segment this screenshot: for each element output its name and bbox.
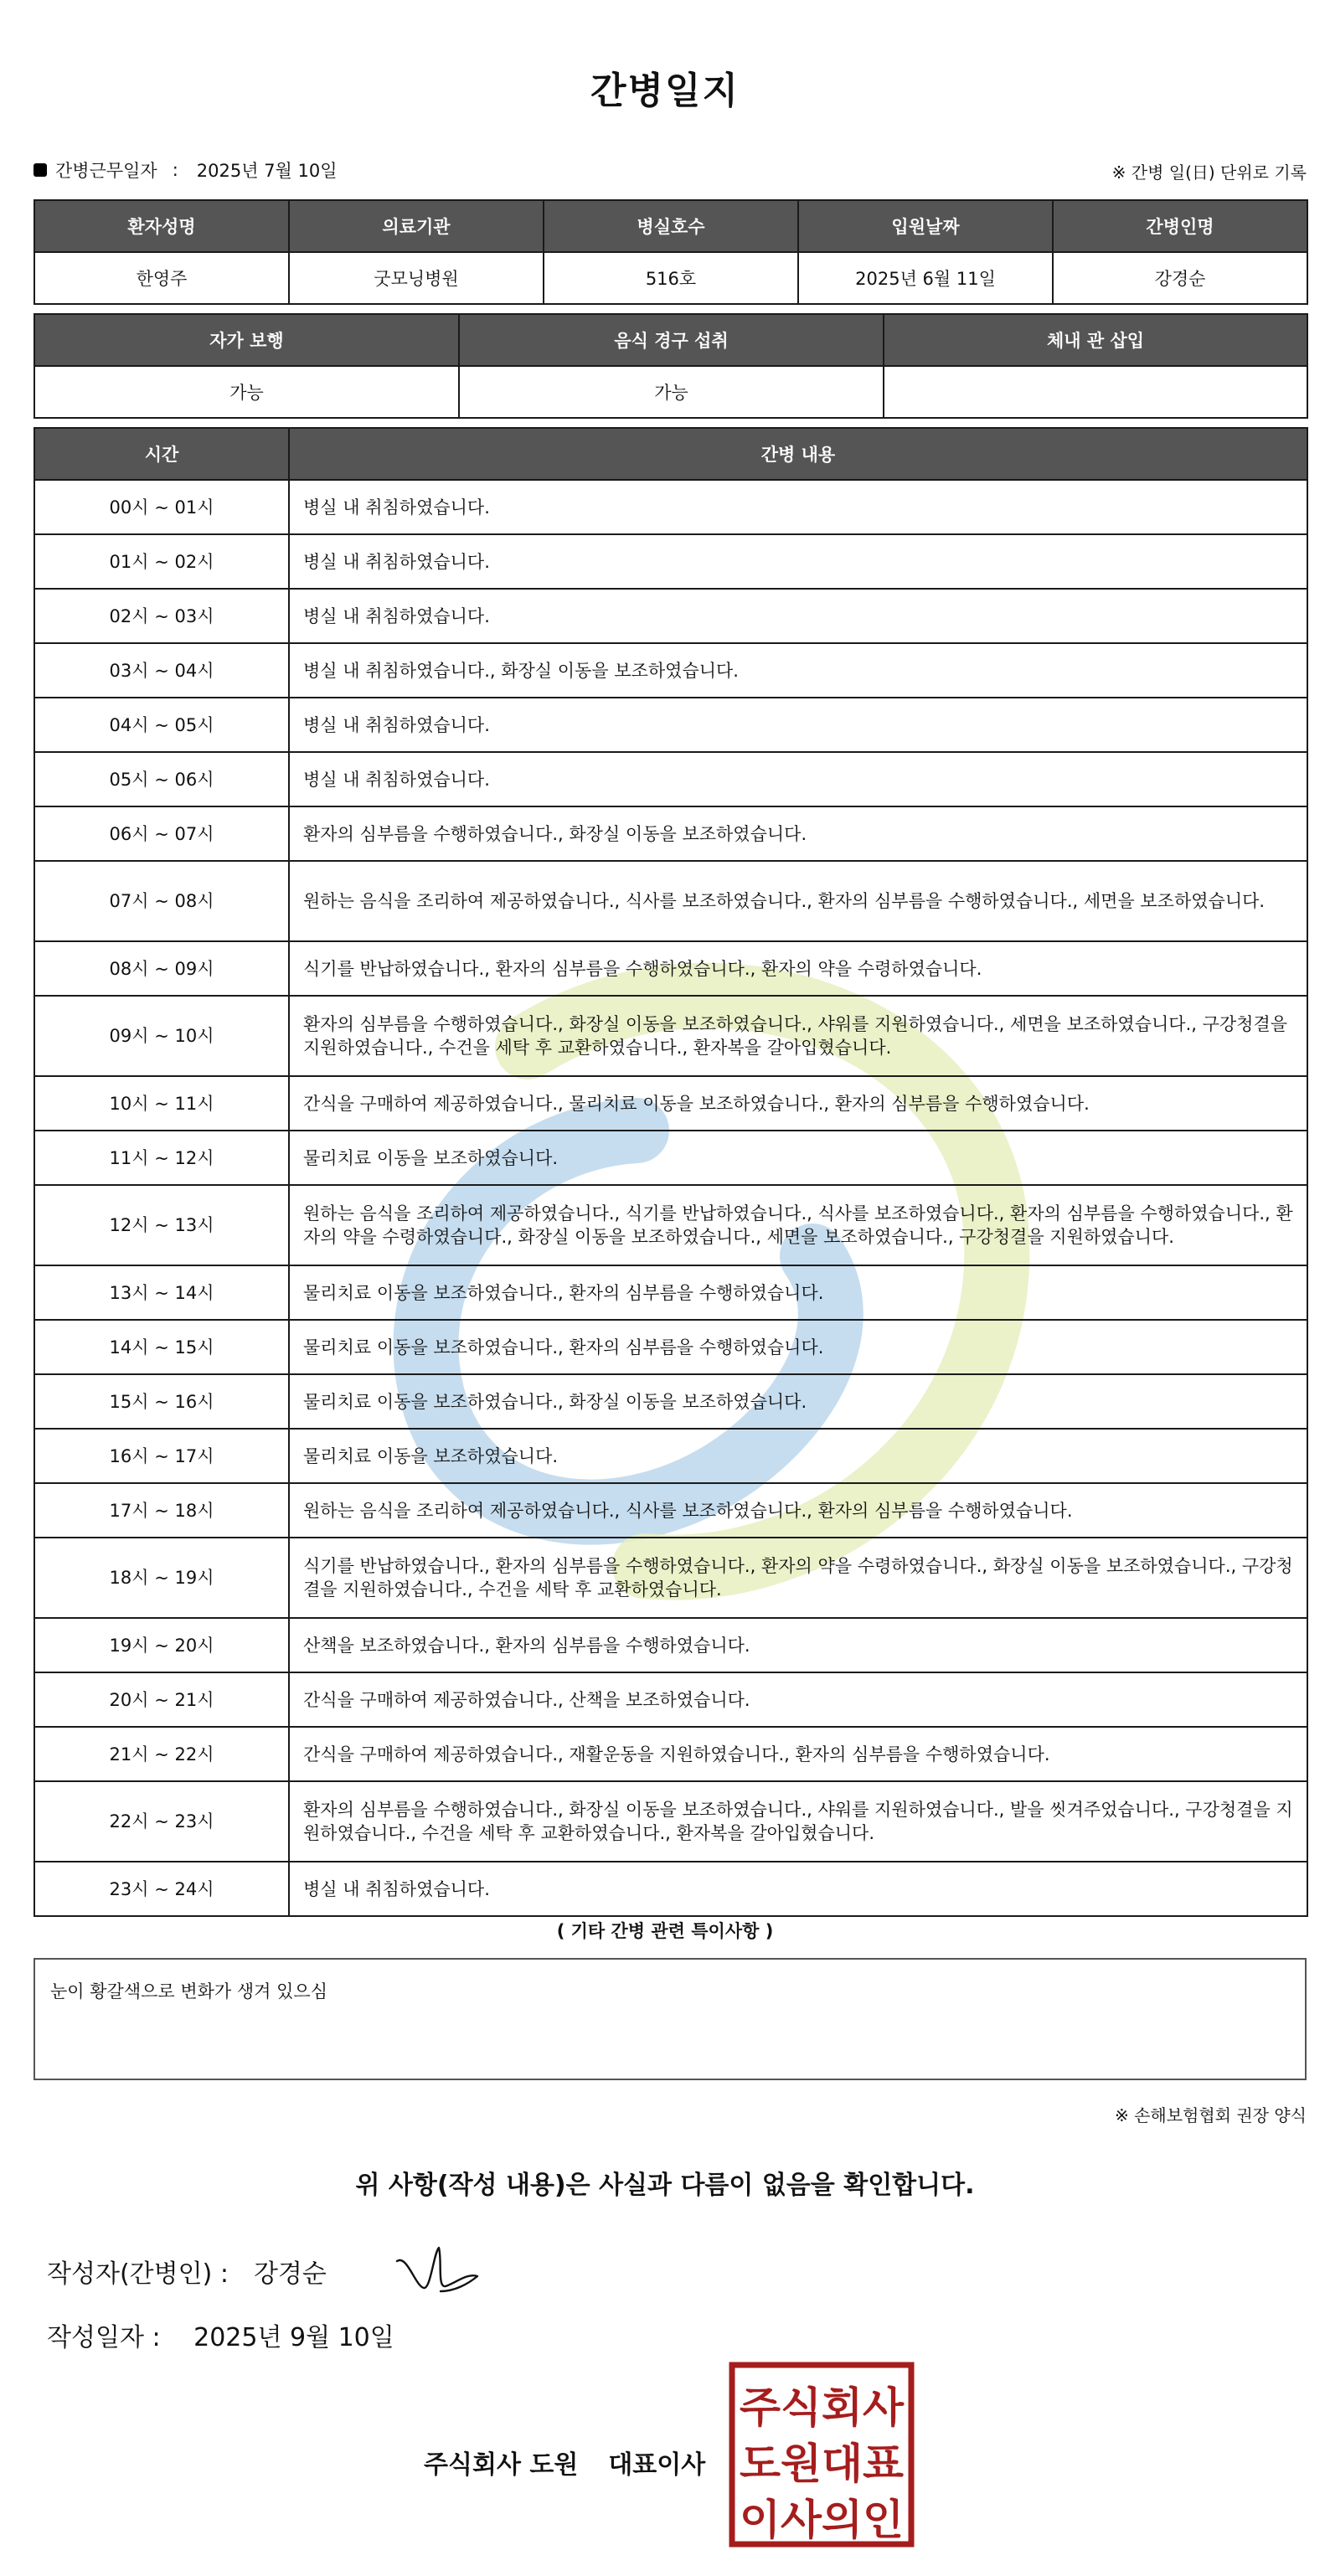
company-seal-stamp bbox=[729, 2362, 915, 2548]
row-content: 식기를 반납하였습니다., 환자의 심부름을 수행하였습니다., 환자의 약을 수령하였습니다., 화장실 이동을 보조하였습니다., 구강청결을 지원하였습니다., 수건을 세탁 후 교환하였습니다. bbox=[289, 1538, 1307, 1618]
work-date-label: 간병근무일자 bbox=[55, 161, 157, 181]
work-date-value: 2025년 7월 10일 bbox=[196, 161, 338, 181]
row-content: 환자의 심부름을 수행하였습니다., 화장실 이동을 보조하였습니다., 샤워를 지원하였습니다., 세면을 보조하였습니다., 구강청결을 지원하였습니다., 수건을 세탁 후 교환하였습니다., 환자복을 갈아입혔습니다. bbox=[289, 996, 1307, 1076]
row-time: 21시 ~ 22시 bbox=[34, 1727, 289, 1781]
caregiver-name: 강경순 bbox=[1053, 252, 1307, 304]
header-tube-insertion: 체내 관 삽입 bbox=[884, 314, 1307, 366]
written-date-value: 2025년 9월 10일 bbox=[193, 2323, 394, 2352]
row-content: 병실 내 취침하였습니다. bbox=[289, 752, 1307, 806]
row-time: 02시 ~ 03시 bbox=[34, 589, 289, 643]
bullet-square-icon bbox=[34, 163, 47, 177]
special-notes-title: ( 기타 간병 관련 특이사항 ) bbox=[556, 1921, 774, 1941]
writer-name: 강경순 bbox=[253, 2259, 327, 2289]
written-date-label: 작성일자 : bbox=[47, 2323, 161, 2352]
header-oral-intake: 음식 경구 섭취 bbox=[459, 314, 884, 366]
written-date-line bbox=[47, 2316, 394, 2353]
row-time: 17시 ~ 18시 bbox=[34, 1483, 289, 1538]
row-time: 20시 ~ 21시 bbox=[34, 1672, 289, 1727]
row-time: 11시 ~ 12시 bbox=[34, 1131, 289, 1185]
row-time: 08시 ~ 09시 bbox=[34, 941, 289, 996]
row-time: 01시 ~ 02시 bbox=[34, 534, 289, 589]
patient-info-table bbox=[34, 199, 1308, 305]
row-content: 물리치료 이동을 보조하였습니다. bbox=[289, 1429, 1307, 1483]
row-content: 병실 내 취침하였습니다. bbox=[289, 698, 1307, 752]
care-log-table bbox=[34, 427, 1308, 1917]
svg-text:도원대표: 도원대표 bbox=[740, 2439, 905, 2488]
row-time: 03시 ~ 04시 bbox=[34, 643, 289, 698]
row-content: 병실 내 취침하였습니다. bbox=[289, 1862, 1307, 1916]
row-content: 원하는 음식을 조리하여 제공하였습니다., 식사를 보조하였습니다., 환자의 심부름을 수행하였습니다. bbox=[289, 1483, 1307, 1538]
company-title: 대표이사 bbox=[608, 2450, 706, 2480]
header-care-content: 간병 내용 bbox=[289, 428, 1307, 480]
row-content: 원하는 음식을 조리하여 제공하였습니다., 식기를 반납하였습니다., 식사를 보조하였습니다., 환자의 심부름을 수행하였습니다., 환자의 약을 수령하였습니다., 화장실 이동을 보조하였습니다., 세면을 보조하였습니다., 구강청결을 지원하였습니다. bbox=[289, 1185, 1307, 1265]
row-time: 10시 ~ 11시 bbox=[34, 1076, 289, 1131]
company-line bbox=[424, 2444, 705, 2481]
header-room-number: 병실호수 bbox=[544, 200, 798, 252]
row-time: 23시 ~ 24시 bbox=[34, 1862, 289, 1916]
row-time: 09시 ~ 10시 bbox=[34, 996, 289, 1076]
row-time: 00시 ~ 01시 bbox=[34, 480, 289, 534]
header-patient-name: 환자성명 bbox=[34, 200, 289, 252]
company-name: 주식회사 도원 bbox=[424, 2450, 579, 2480]
room-number: 516호 bbox=[544, 252, 798, 304]
self-walking-value: 가능 bbox=[34, 366, 459, 418]
row-time: 07시 ~ 08시 bbox=[34, 861, 289, 941]
row-content: 물리치료 이동을 보조하였습니다., 화장실 이동을 보조하였습니다. bbox=[289, 1374, 1307, 1429]
row-content: 병실 내 취침하였습니다. bbox=[289, 589, 1307, 643]
row-content: 간식을 구매하여 제공하였습니다., 물리치료 이동을 보조하였습니다., 환자의 심부름을 수행하였습니다. bbox=[289, 1076, 1307, 1131]
row-time: 06시 ~ 07시 bbox=[34, 806, 289, 861]
row-content: 간식을 구매하여 제공하였습니다., 산책을 보조하였습니다. bbox=[289, 1672, 1307, 1727]
hospital: 굿모닝병원 bbox=[289, 252, 544, 304]
row-content: 산책을 보조하였습니다., 환자의 심부름을 수행하였습니다. bbox=[289, 1618, 1307, 1672]
signature-icon bbox=[390, 2236, 482, 2303]
tube-insertion-value bbox=[884, 366, 1307, 418]
row-content: 환자의 심부름을 수행하였습니다., 화장실 이동을 보조하였습니다., 샤워를 지원하였습니다., 발을 씻겨주었습니다., 구강청결을 지원하였습니다., 수건을 세탁 후 교환하였습니다., 환자복을 갈아입혔습니다. bbox=[289, 1781, 1307, 1862]
row-content: 병실 내 취침하였습니다. bbox=[289, 534, 1307, 589]
header-self-walking: 자가 보행 bbox=[34, 314, 459, 366]
header-time: 시간 bbox=[34, 428, 289, 480]
page-title: 간병일지 bbox=[590, 70, 740, 112]
row-time: 14시 ~ 15시 bbox=[34, 1320, 289, 1374]
row-time: 12시 ~ 13시 bbox=[34, 1185, 289, 1265]
row-time: 13시 ~ 14시 bbox=[34, 1265, 289, 1320]
row-content: 병실 내 취침하였습니다. bbox=[289, 480, 1307, 534]
oral-intake-value: 가능 bbox=[459, 366, 884, 418]
work-date bbox=[34, 157, 338, 183]
patient-status-table bbox=[34, 313, 1308, 419]
svg-text:주식회사: 주식회사 bbox=[740, 2383, 905, 2432]
row-content: 식기를 반납하였습니다., 환자의 심부름을 수행하였습니다., 환자의 약을 수령하였습니다. bbox=[289, 941, 1307, 996]
work-date-separator: : bbox=[172, 160, 178, 180]
row-content: 환자의 심부름을 수행하였습니다., 화장실 이동을 보조하였습니다. bbox=[289, 806, 1307, 861]
svg-text:이사의인: 이사의인 bbox=[740, 2496, 904, 2544]
row-content: 간식을 구매하여 제공하였습니다., 재활운동을 지원하였습니다., 환자의 심부름을 수행하였습니다. bbox=[289, 1727, 1307, 1781]
special-notes-box: 눈이 황갈색으로 변화가 생겨 있으심 bbox=[34, 1958, 1307, 2080]
row-content: 원하는 음식을 조리하여 제공하였습니다., 식사를 보조하였습니다., 환자의 심부름을 수행하였습니다., 세면을 보조하였습니다. bbox=[289, 861, 1307, 941]
confirmation-statement: 위 사항(작성 내용)은 사실과 다름이 없음을 확인합니다. bbox=[355, 2171, 975, 2200]
row-time: 16시 ~ 17시 bbox=[34, 1429, 289, 1483]
admission-date: 2025년 6월 11일 bbox=[798, 252, 1053, 304]
row-content: 물리치료 이동을 보조하였습니다., 환자의 심부름을 수행하였습니다. bbox=[289, 1320, 1307, 1374]
row-content: 물리치료 이동을 보조하였습니다., 환자의 심부름을 수행하였습니다. bbox=[289, 1265, 1307, 1320]
association-note: ※ 손해보험협회 권장 양식 bbox=[1114, 2105, 1307, 2125]
writer-line bbox=[47, 2253, 327, 2290]
row-time: 19시 ~ 20시 bbox=[34, 1618, 289, 1672]
patient-name: 한영주 bbox=[34, 252, 289, 304]
daily-record-note: ※ 간병 일(日) 단위로 기록 bbox=[1111, 162, 1307, 183]
row-time: 04시 ~ 05시 bbox=[34, 698, 289, 752]
row-time: 05시 ~ 06시 bbox=[34, 752, 289, 806]
row-time: 22시 ~ 23시 bbox=[34, 1781, 289, 1862]
writer-label: 작성자(간병인) : bbox=[47, 2259, 229, 2289]
row-time: 18시 ~ 19시 bbox=[34, 1538, 289, 1618]
header-hospital: 의료기관 bbox=[289, 200, 544, 252]
row-content: 병실 내 취침하였습니다., 화장실 이동을 보조하였습니다. bbox=[289, 643, 1307, 698]
row-time: 15시 ~ 16시 bbox=[34, 1374, 289, 1429]
header-caregiver-name: 간병인명 bbox=[1053, 200, 1307, 252]
row-content: 물리치료 이동을 보조하였습니다. bbox=[289, 1131, 1307, 1185]
header-admission-date: 입원날짜 bbox=[798, 200, 1053, 252]
